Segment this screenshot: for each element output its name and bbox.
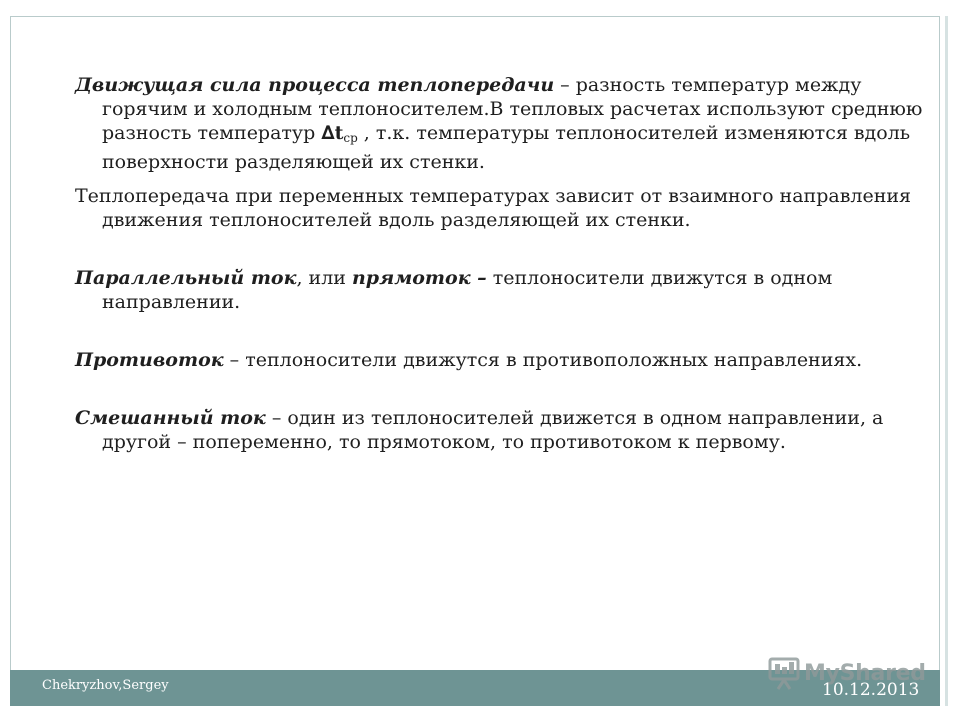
paragraph-connector: , или xyxy=(296,267,352,289)
paragraph-text: – разность температур между горячим и холодным теплоносителем.В тепловых расчетах используют среднюю разность температур xyxy=(102,74,923,144)
paragraph-mixed-flow xyxy=(75,406,925,454)
term-counter-flow: Противоток xyxy=(75,349,224,371)
slide-edge-band xyxy=(945,16,948,706)
paragraph-counter-flow xyxy=(75,348,925,372)
t-symbol: t xyxy=(334,122,344,144)
term-co-current: прямоток – xyxy=(351,267,487,289)
footer-author: Chekryzhov,Sergey xyxy=(42,678,169,693)
paragraph-text-continued: , т.к. температуры теплоносителей изменяются вдоль поверхности разделяющей их стенки. xyxy=(102,122,911,173)
watermark-text: MyShared xyxy=(804,660,926,686)
paragraph-variable-temperatures xyxy=(75,184,925,232)
slide-content xyxy=(75,73,925,454)
paragraph-driving-force xyxy=(75,73,925,174)
paragraph-text: – один из теплоносителей движется в одном направлении, а другой – попеременно, то прямотоком, то противотоком к первому. xyxy=(102,407,884,453)
paragraph-parallel-flow xyxy=(75,266,925,314)
delta-symbol: ∆ xyxy=(321,122,335,144)
t-subscript: ср xyxy=(343,131,358,145)
paragraph-text: теплоносители движутся в одном направлении. xyxy=(102,267,833,313)
term-mixed-flow: Смешанный ток xyxy=(75,407,266,429)
term-parallel-flow: Параллельный ток xyxy=(75,267,297,289)
term-driving-force: Движущая сила процесса теплопередачи xyxy=(75,74,555,96)
paragraph-text: Теплопередача при переменных температурах зависит от взаимного направления движения теплоносителей вдоль разделяющей их стенки. xyxy=(75,185,912,231)
presentation-board-icon xyxy=(768,656,800,690)
footer-date: 10.12.2013 xyxy=(822,680,920,700)
paragraph-text: – теплоносители движутся в противоположных направлениях. xyxy=(223,349,863,371)
